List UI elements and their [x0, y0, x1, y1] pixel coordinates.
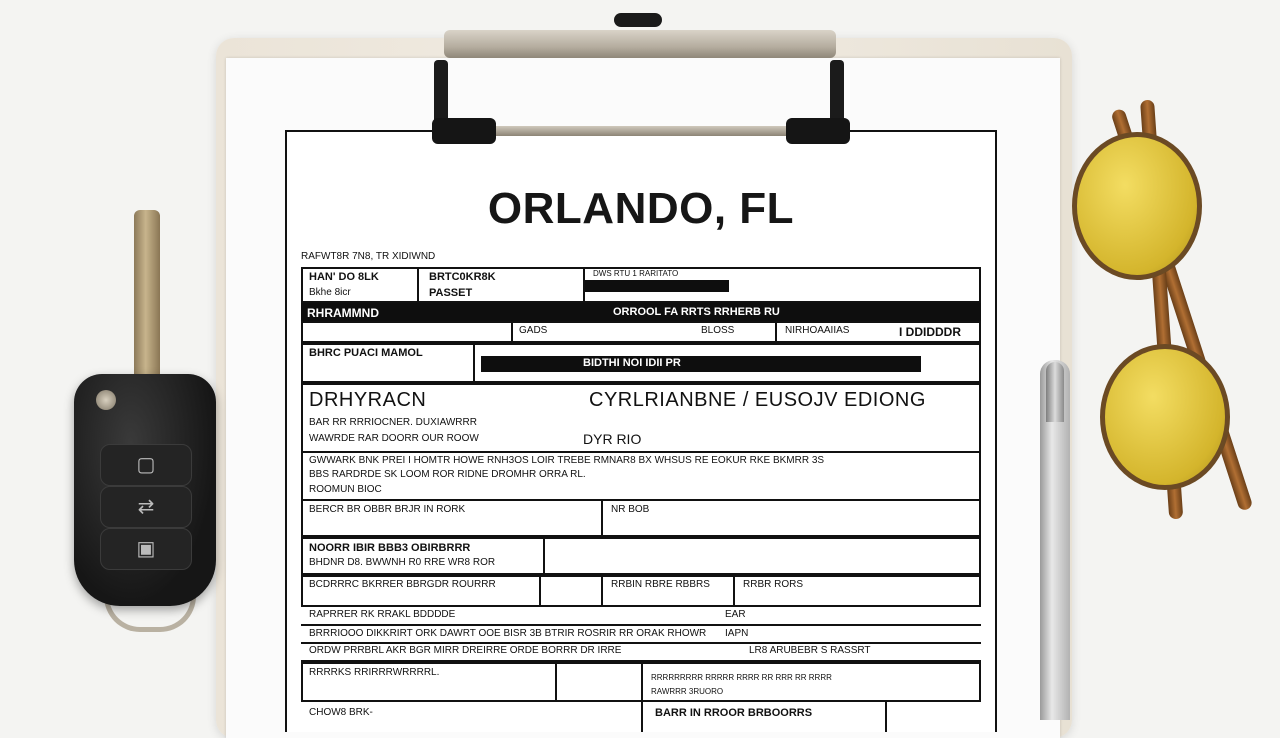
- row-2-box: [301, 321, 981, 343]
- row-8-right: IAPN: [725, 628, 749, 639]
- row-6-b: RRBIN RBRE RBBRS: [611, 579, 710, 590]
- row-11-left: CHOW8 BRK-: [309, 707, 373, 718]
- row-3-bar: [481, 356, 921, 372]
- section-line-1: BAR RR RRRIOCNER. DUXIAWRRR: [309, 417, 477, 428]
- row-2-a: GADS: [519, 325, 548, 336]
- divider: [539, 575, 541, 607]
- divider: [641, 702, 643, 732]
- section-line-2: WAWRDE RAR DOORR OUR ROOW: [309, 433, 479, 444]
- row-10-left: RRRRKS RRIRRRWRRRRL.: [309, 667, 440, 678]
- paragraph-line-2: BBS RARDRDE SK LOOM ROR RIDNE DROMHR ORRA RL.: [309, 469, 586, 480]
- paragraph-line-3: ROOMUN BIOC: [309, 484, 382, 495]
- key-blade: [134, 210, 160, 388]
- row-1-mid-top: BRTC0KR8K: [429, 271, 496, 283]
- row-1-right: DWS RTU 1 RARITATO: [593, 269, 679, 278]
- divider: [601, 499, 603, 537]
- paragraph-line-1: GWWARK BNK PREI I HOMTR HOWE RNH3OS LOIR TREBE RMNAR8 BX WHSUS RE EOKUR RKE BKMRR 3S: [309, 455, 825, 466]
- row-1-mid-bottom: PASSET: [429, 287, 473, 299]
- section-mid: DYR RIO: [583, 431, 642, 447]
- clip-knob: [614, 13, 662, 27]
- row-1-left-bottom: Bkhe 8icr: [309, 287, 351, 298]
- divider: [543, 537, 545, 575]
- row-10-right-top: RRRRRRRRR RRRRR RRRR RR RRR RR RRRR: [651, 673, 832, 682]
- row-4-right: NR BOB: [611, 504, 650, 515]
- header-text: RAFWT8R 7N8, TR XIDIWND: [301, 251, 436, 262]
- unlock-button-icon: ⇄: [100, 486, 192, 528]
- row-2-b: BLOSS: [701, 325, 735, 336]
- row-7-right: EAR: [725, 609, 746, 620]
- row-5-left-top: NOORR IBIR BBB3 OBIRBRRR: [309, 542, 471, 554]
- section-bar-1: [301, 303, 981, 323]
- sunglasses-lens: [1100, 344, 1230, 490]
- row-2-d: I DDIDDDR: [899, 325, 961, 339]
- row-6-a: BCDRRRC BKRRER BBRGDR ROURRR: [309, 579, 496, 590]
- row-10-right-bottom: RAWRRR 3RUORO: [651, 687, 724, 696]
- form-title: ORLANDO, FL: [487, 184, 795, 233]
- divider: [885, 702, 887, 732]
- form-document: [285, 130, 997, 732]
- row-8-left: BRRRIOOO DIKKRIRT ORK DAWRT OOE BISR 3B BTRIR ROSRIR RR ORAK RHOWR: [309, 628, 707, 639]
- divider: [775, 321, 777, 343]
- row-9-left: ORDW PRRBRL AKR BGR MIRR DREIRRE ORDE BORRR DR IRRE: [309, 645, 622, 656]
- clip-bar: [444, 30, 836, 58]
- row-7-left: RAPRRER RK RRAKL BDDDDE: [309, 609, 456, 620]
- row-11-right: BARR IN RROOR BRBOORRS: [655, 707, 813, 719]
- car-key-fob-icon: [74, 374, 216, 606]
- bar-1-left: RHRAMMND: [307, 306, 379, 320]
- divider: [601, 575, 603, 607]
- bar-1-right: ORROOL FA RRTS RRHERB RU: [613, 306, 780, 318]
- section-right-head: CYRLRIANBNE / EUSOJV EDIONG: [589, 389, 926, 411]
- clip-foot-right: [786, 118, 850, 144]
- row-3-bar-text: BIDTHI NOI IDII PR: [583, 357, 681, 369]
- clip-foot-left: [432, 118, 496, 144]
- row-3-label: BHRC PUACI MAMOL: [309, 347, 423, 359]
- trunk-button-icon: ▣: [100, 528, 192, 570]
- row-6-c: RRBR RORS: [743, 579, 804, 590]
- pen-clip: [1046, 362, 1064, 422]
- divider: [417, 267, 419, 303]
- row-4-left: BERCR BR OBBR BRJR IN RORK: [309, 504, 466, 515]
- divider: [555, 662, 557, 702]
- divider: [733, 575, 735, 607]
- row-2-c: NIRHOAAIIAS: [785, 325, 850, 336]
- row-5-left-bottom: BHDNR D8. BWWNH R0 RRE WR8 ROR: [309, 557, 496, 568]
- row-9-right: LR8 ARUBEBR S RASSRT: [749, 645, 871, 656]
- rule: [301, 624, 981, 626]
- rule: [301, 642, 981, 644]
- section-left-head: DRHYRACN: [309, 389, 427, 411]
- row-1-left-top: HAN' DO 8LK: [309, 271, 379, 283]
- divider: [473, 343, 475, 383]
- redaction-bar: [585, 280, 729, 292]
- divider: [641, 662, 643, 702]
- fob-release-button: [96, 390, 116, 410]
- divider: [511, 321, 513, 343]
- sunglasses-icon: [1072, 132, 1202, 280]
- lock-button-icon: ▢: [100, 444, 192, 486]
